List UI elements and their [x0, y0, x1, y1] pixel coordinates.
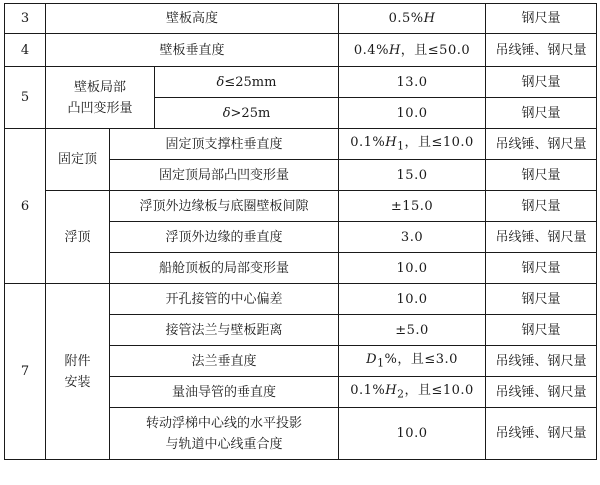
- item-name: 壁板垂直度: [46, 34, 339, 67]
- inspection-method: 钢尺量: [486, 191, 597, 222]
- inspection-method: 吊线锤、钢尺量: [486, 408, 597, 460]
- table-row: [5, 67, 597, 98]
- tolerance-value: 3.0: [339, 222, 486, 253]
- row-number: 3: [5, 4, 46, 34]
- inspection-method: 钢尺量: [486, 253, 597, 284]
- tolerance-value: 0.5%H: [339, 4, 486, 34]
- inspection-method: 吊线锤、钢尺量: [486, 377, 597, 408]
- spec-table: [4, 3, 597, 460]
- tolerance-value: 0.4%H，且≤50.0: [339, 34, 486, 67]
- row-number: 7: [5, 284, 46, 460]
- tolerance-value: $D_1\%$，且≤3.0: [339, 346, 486, 377]
- item-name: 转动浮梯中心线的水平投影 与轨道中心线重合度: [110, 408, 339, 460]
- item-group-label: 壁板局部 凸凹变形量: [46, 67, 155, 129]
- item-name: 浮顶外边缘板与底圈壁板间隙: [110, 191, 339, 222]
- item-name: 接管法兰与壁板距离: [110, 315, 339, 346]
- table-row: [5, 34, 597, 67]
- tolerance-value: ±15.0: [339, 191, 486, 222]
- table-row: [5, 129, 597, 160]
- item-name: 法兰垂直度: [110, 346, 339, 377]
- table-row: [5, 284, 597, 315]
- sub-group-label: 附件 安装: [46, 284, 110, 460]
- tolerance-value: 10.0: [339, 253, 486, 284]
- item-name: 量油导管的垂直度: [110, 377, 339, 408]
- tolerance-value: 10.0: [339, 98, 486, 129]
- inspection-method: 钢尺量: [486, 67, 597, 98]
- inspection-method: 钢尺量: [486, 284, 597, 315]
- item-name: 开孔接管的中心偏差: [110, 284, 339, 315]
- sub-group-label: 固定顶: [46, 129, 110, 191]
- sub-group-label: 浮顶: [46, 191, 110, 284]
- inspection-method: 钢尺量: [486, 315, 597, 346]
- table-row: [5, 4, 597, 34]
- tolerance-value: $0.1\%H_2$，且≤10.0: [339, 377, 486, 408]
- item-name: 船舱顶板的局部变形量: [110, 253, 339, 284]
- tolerance-value: 15.0: [339, 160, 486, 191]
- tolerance-value: ±5.0: [339, 315, 486, 346]
- inspection-method: 吊线锤、钢尺量: [486, 346, 597, 377]
- inspection-method: 吊线锤、钢尺量: [486, 34, 597, 67]
- inspection-method: 吊线锤、钢尺量: [486, 222, 597, 253]
- tolerance-value: $0.1\%H_1$，且≤10.0: [339, 129, 486, 160]
- item-name: 浮顶外边缘的垂直度: [110, 222, 339, 253]
- item-name: 固定顶支撑柱垂直度: [110, 129, 339, 160]
- inspection-method: 钢尺量: [486, 4, 597, 34]
- tolerance-value: 10.0: [339, 284, 486, 315]
- item-name: 壁板高度: [46, 4, 339, 34]
- tolerance-value: 13.0: [339, 67, 486, 98]
- inspection-method: 钢尺量: [486, 160, 597, 191]
- row-number: 6: [5, 129, 46, 284]
- row-number: 4: [5, 34, 46, 67]
- tolerance-value: 10.0: [339, 408, 486, 460]
- inspection-method: 钢尺量: [486, 98, 597, 129]
- row-number: 5: [5, 67, 46, 129]
- condition-cell: δ≤25mm: [155, 67, 339, 98]
- table-row: [5, 191, 597, 222]
- item-name: 固定顶局部凸凹变形量: [110, 160, 339, 191]
- inspection-method: 吊线锤、钢尺量: [486, 129, 597, 160]
- condition-cell: δ>25m: [155, 98, 339, 129]
